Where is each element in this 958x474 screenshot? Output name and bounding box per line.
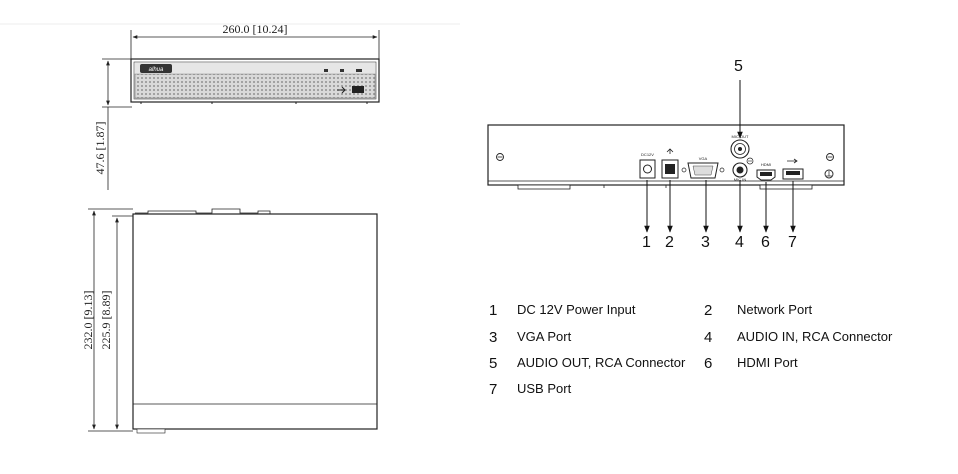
rear-panel [488,125,844,189]
led-icon [340,69,344,72]
legend-label: HDMI Port [737,355,798,370]
callout-number: 7 [788,234,797,251]
legend-number: 4 [704,329,713,346]
hdmi-port-label: HDMI [760,162,772,167]
top-view [88,209,377,433]
callout-number: 1 [642,234,651,251]
callout-number: 2 [665,234,674,251]
led-icon [324,69,328,72]
led-icon [356,69,362,72]
depth-outer-label: 232.0 [9.13] [81,290,95,350]
legend-number: 2 [704,302,713,319]
legend-label: AUDIO IN, RCA Connector [737,329,893,344]
power-port-label: DC12V [641,152,654,157]
legend-label: AUDIO OUT, RCA Connector [517,355,686,370]
width-dimension-label: 260.0 [10.24] [222,22,288,36]
audio-out-port-label: MIC OUT [731,134,749,139]
legend-number: 5 [489,355,498,372]
legend-label: VGA Port [517,329,572,344]
legend-label: Network Port [737,302,813,317]
depth-inner-label: 225.9 [8.89] [99,290,113,350]
legend-number: 6 [704,355,713,372]
audio-in-port-label: MIC IN [733,177,747,182]
legend-number: 1 [489,302,498,319]
callout-number: 3 [701,234,710,251]
callout-number: 6 [761,234,770,251]
legend-label: DC 12V Power Input [517,302,636,317]
logo-text: alhua [148,67,164,73]
height-dimension-label: 47.6 [1.87] [93,121,107,175]
callout-number: 4 [735,234,744,251]
callout-number: 5 [734,58,743,75]
legend-label: USB Port [517,381,572,396]
front-view [102,30,379,190]
legend-number: 3 [489,329,498,346]
vga-port-label: VGA [698,156,708,161]
legend-number: 7 [489,381,498,398]
front-usb-icon [352,86,364,93]
